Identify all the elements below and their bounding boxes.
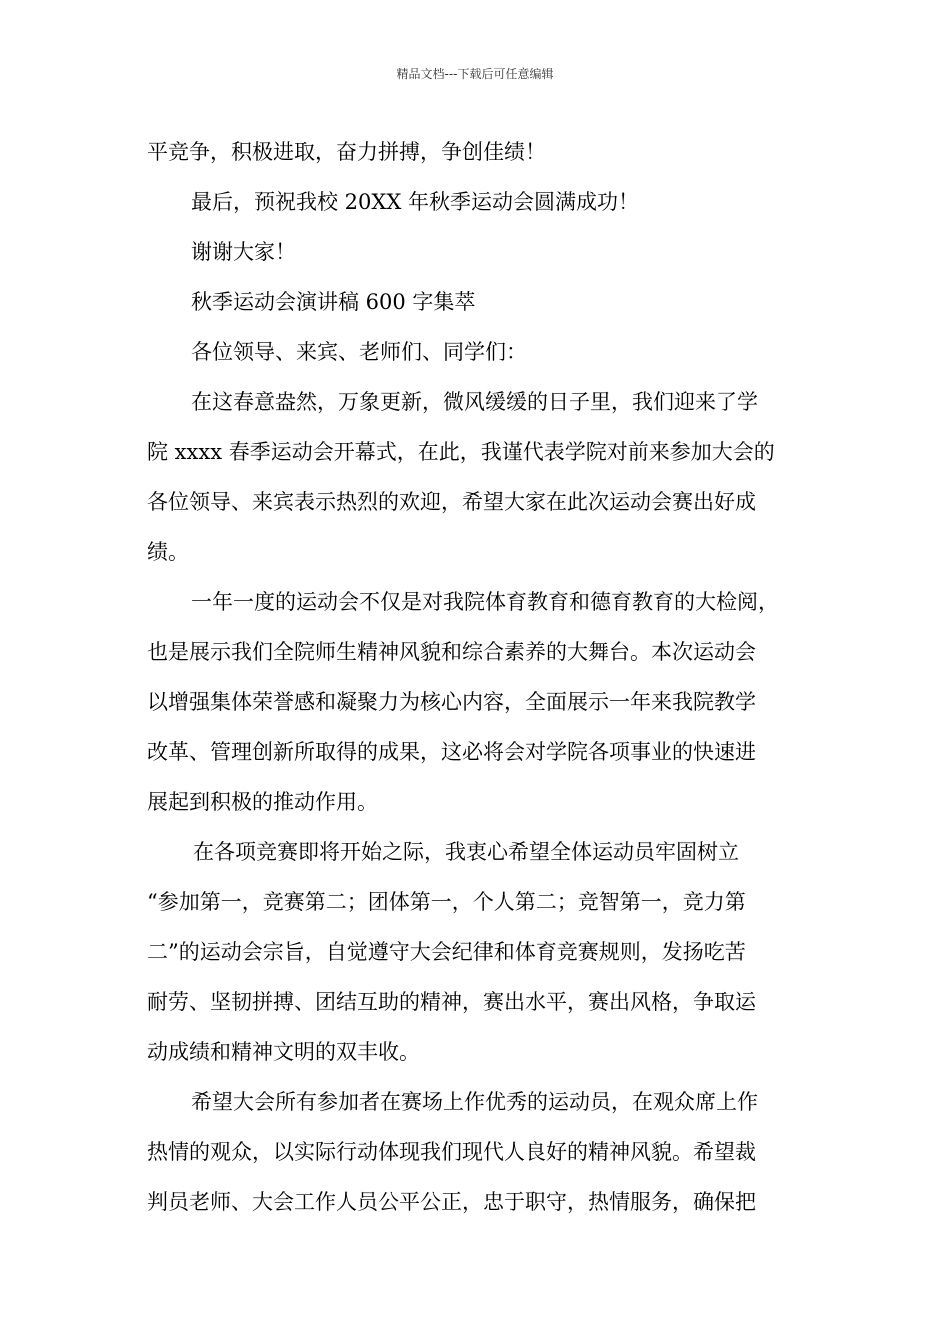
text-line: 在这春意盎然，万象更新，微风缓缓的日子里，我们迎来了学 (191, 390, 758, 414)
text-line: 院 xxxx 春季运动会开幕式，在此，我谨代表学院对前来参加大会的 (147, 440, 775, 464)
text-line: 动成绩和精神文明的双丰收。 (147, 1040, 420, 1064)
text-line: 谢谢大家！ (191, 240, 296, 264)
text-line: 平竞争，积极进取，奋力拼搏，争创佳绩！ (147, 140, 546, 164)
text-line: 展起到积极的推动作用。 (147, 790, 378, 814)
text-line: 判员老师、大会工作人员公平公正，忠于职守，热情服务，确保把 (147, 1190, 756, 1214)
text-line: 希望大会所有参加者在赛场上作优秀的运动员，在观众席上作 (191, 1090, 758, 1114)
text-line: 在各项竞赛即将开始之际，我衷心希望全体运动员牢固树立 (193, 840, 739, 864)
page-header: 精品文档---下载后可任意编辑 (396, 67, 554, 81)
text-line: 二”的运动会宗旨，自觉遵守大会纪律和体育竞赛规则，发扬吃苦 (147, 940, 746, 964)
text-line: 耐劳、坚韧拼搏、团结互助的精神，赛出水平，赛出风格，争取运 (147, 990, 756, 1014)
text-line: “参加第一，竞赛第二；团体第一，个人第二；竞智第一，竞力第 (147, 890, 746, 914)
document-body (147, 127, 807, 1227)
text-line: 各位领导、来宾表示热烈的欢迎，希望大家在此次运动会赛出好成 (147, 490, 756, 514)
text-line: 热情的观众，以实际行动体现我们现代人良好的精神风貌。希望裁 (147, 1140, 756, 1164)
text-line: 最后，预祝我校 20XX 年秋季运动会圆满成功！ (191, 190, 639, 214)
text-line: 一年一度的运动会不仅是对我院体育教育和德育教育的大检阅， (191, 590, 779, 614)
section-title: 秋季运动会演讲稿 600 字集萃 (191, 290, 476, 314)
text-line: 也是展示我们全院师生精神风貌和综合素养的大舞台。本次运动会 (147, 640, 756, 664)
text-line: 以增强集体荣誉感和凝聚力为核心内容，全面展示一年来我院教学 (147, 690, 756, 714)
text-line: 绩。 (147, 540, 189, 564)
text-line: 改革、管理创新所取得的成果，这必将会对学院各项事业的快速进 (147, 740, 756, 764)
salutation: 各位领导、来宾、老师们、同学们： (191, 340, 527, 364)
